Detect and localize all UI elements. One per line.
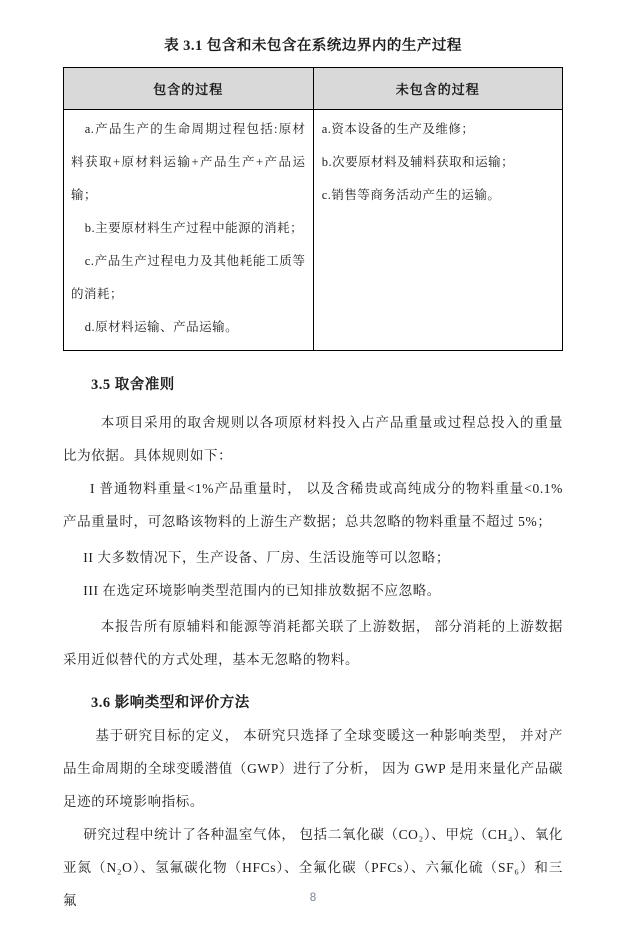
paragraph-rule-2: II 大多数情况下，生产设备、厂房、生活设施等可以忽略； bbox=[83, 550, 450, 565]
paragraph-cutoff-intro: 本项目采用的取舍规则以各项原材料投入占产品重量或过程总投入的重量比为依据。具体规则如下： bbox=[63, 415, 563, 463]
included-cell bbox=[64, 110, 314, 351]
excluded-item: c.销售等商务活动产生的运输。 bbox=[321, 188, 501, 202]
paragraph-report-note: 本报告所有原辅料和能源等消耗都关联了上游数据， 部分消耗的上游数据采用近似替代的方式处理，基本无忽略的物料。 bbox=[63, 619, 563, 667]
included-item: a.产品生产的生命周期过程包括:原材料获取+原材料运输+产品生产+产品运输； bbox=[71, 122, 306, 202]
table-header-row bbox=[64, 68, 563, 110]
excluded-cell bbox=[313, 110, 563, 351]
system-boundary-table bbox=[63, 67, 563, 351]
header-included: 包含的过程 bbox=[64, 68, 314, 110]
table-header bbox=[64, 68, 563, 110]
excluded-item: a.资本设备的生产及维修； bbox=[321, 122, 475, 136]
table-body bbox=[64, 110, 563, 351]
included-item: c.产品生产过程电力及其他耗能工质等的消耗； bbox=[71, 254, 306, 301]
section-heading-3-6: 3.6 影响类型和评价方法 bbox=[91, 695, 250, 711]
paragraph-gwp: 基于研究目标的定义， 本研究只选择了全球变暖这一种影响类型， 并对产品生命周期的全球变暖潜值（GWP）进行了分析， 因为 GWP 是用来量化产品碳足迹的环境影响指标。 bbox=[63, 728, 563, 809]
table-caption: 表 3.1 包含和未包含在系统边界内的生产过程 bbox=[164, 38, 462, 54]
included-item: d.原材料运输、产品运输。 bbox=[84, 320, 239, 334]
header-excluded: 未包含的过程 bbox=[313, 68, 563, 110]
excluded-item: b.次要原材料及辅料获取和运输； bbox=[321, 155, 515, 169]
paragraph-gases: 研究过程中统计了各种温室气体， 包括二氧化碳（CO₂）、甲烷（CH₄）、氧化亚氮（N₂O）、氢氟碳化物（HFCs）、全氟化碳（PFCs）、六氟化硫（SF₆）和三氟 bbox=[63, 827, 563, 908]
page-number: 8 bbox=[309, 892, 317, 904]
included-item: b.主要原材料生产过程中能源的消耗； bbox=[84, 221, 304, 235]
paragraph-rule-3: III 在选定环境影响类型范围内的已知排放数据不应忽略。 bbox=[83, 583, 441, 598]
paragraph-rule-1: I 普通物料重量<1%产品重量时， 以及含稀贵或高纯成分的物料重量<0.1%产品重量时，可忽略该物料的上游生产数据；总共忽略的物料重量不超过 5%； bbox=[63, 481, 563, 529]
table-row bbox=[64, 110, 563, 351]
section-heading-3-5: 3.5 取舍准则 bbox=[91, 377, 175, 393]
